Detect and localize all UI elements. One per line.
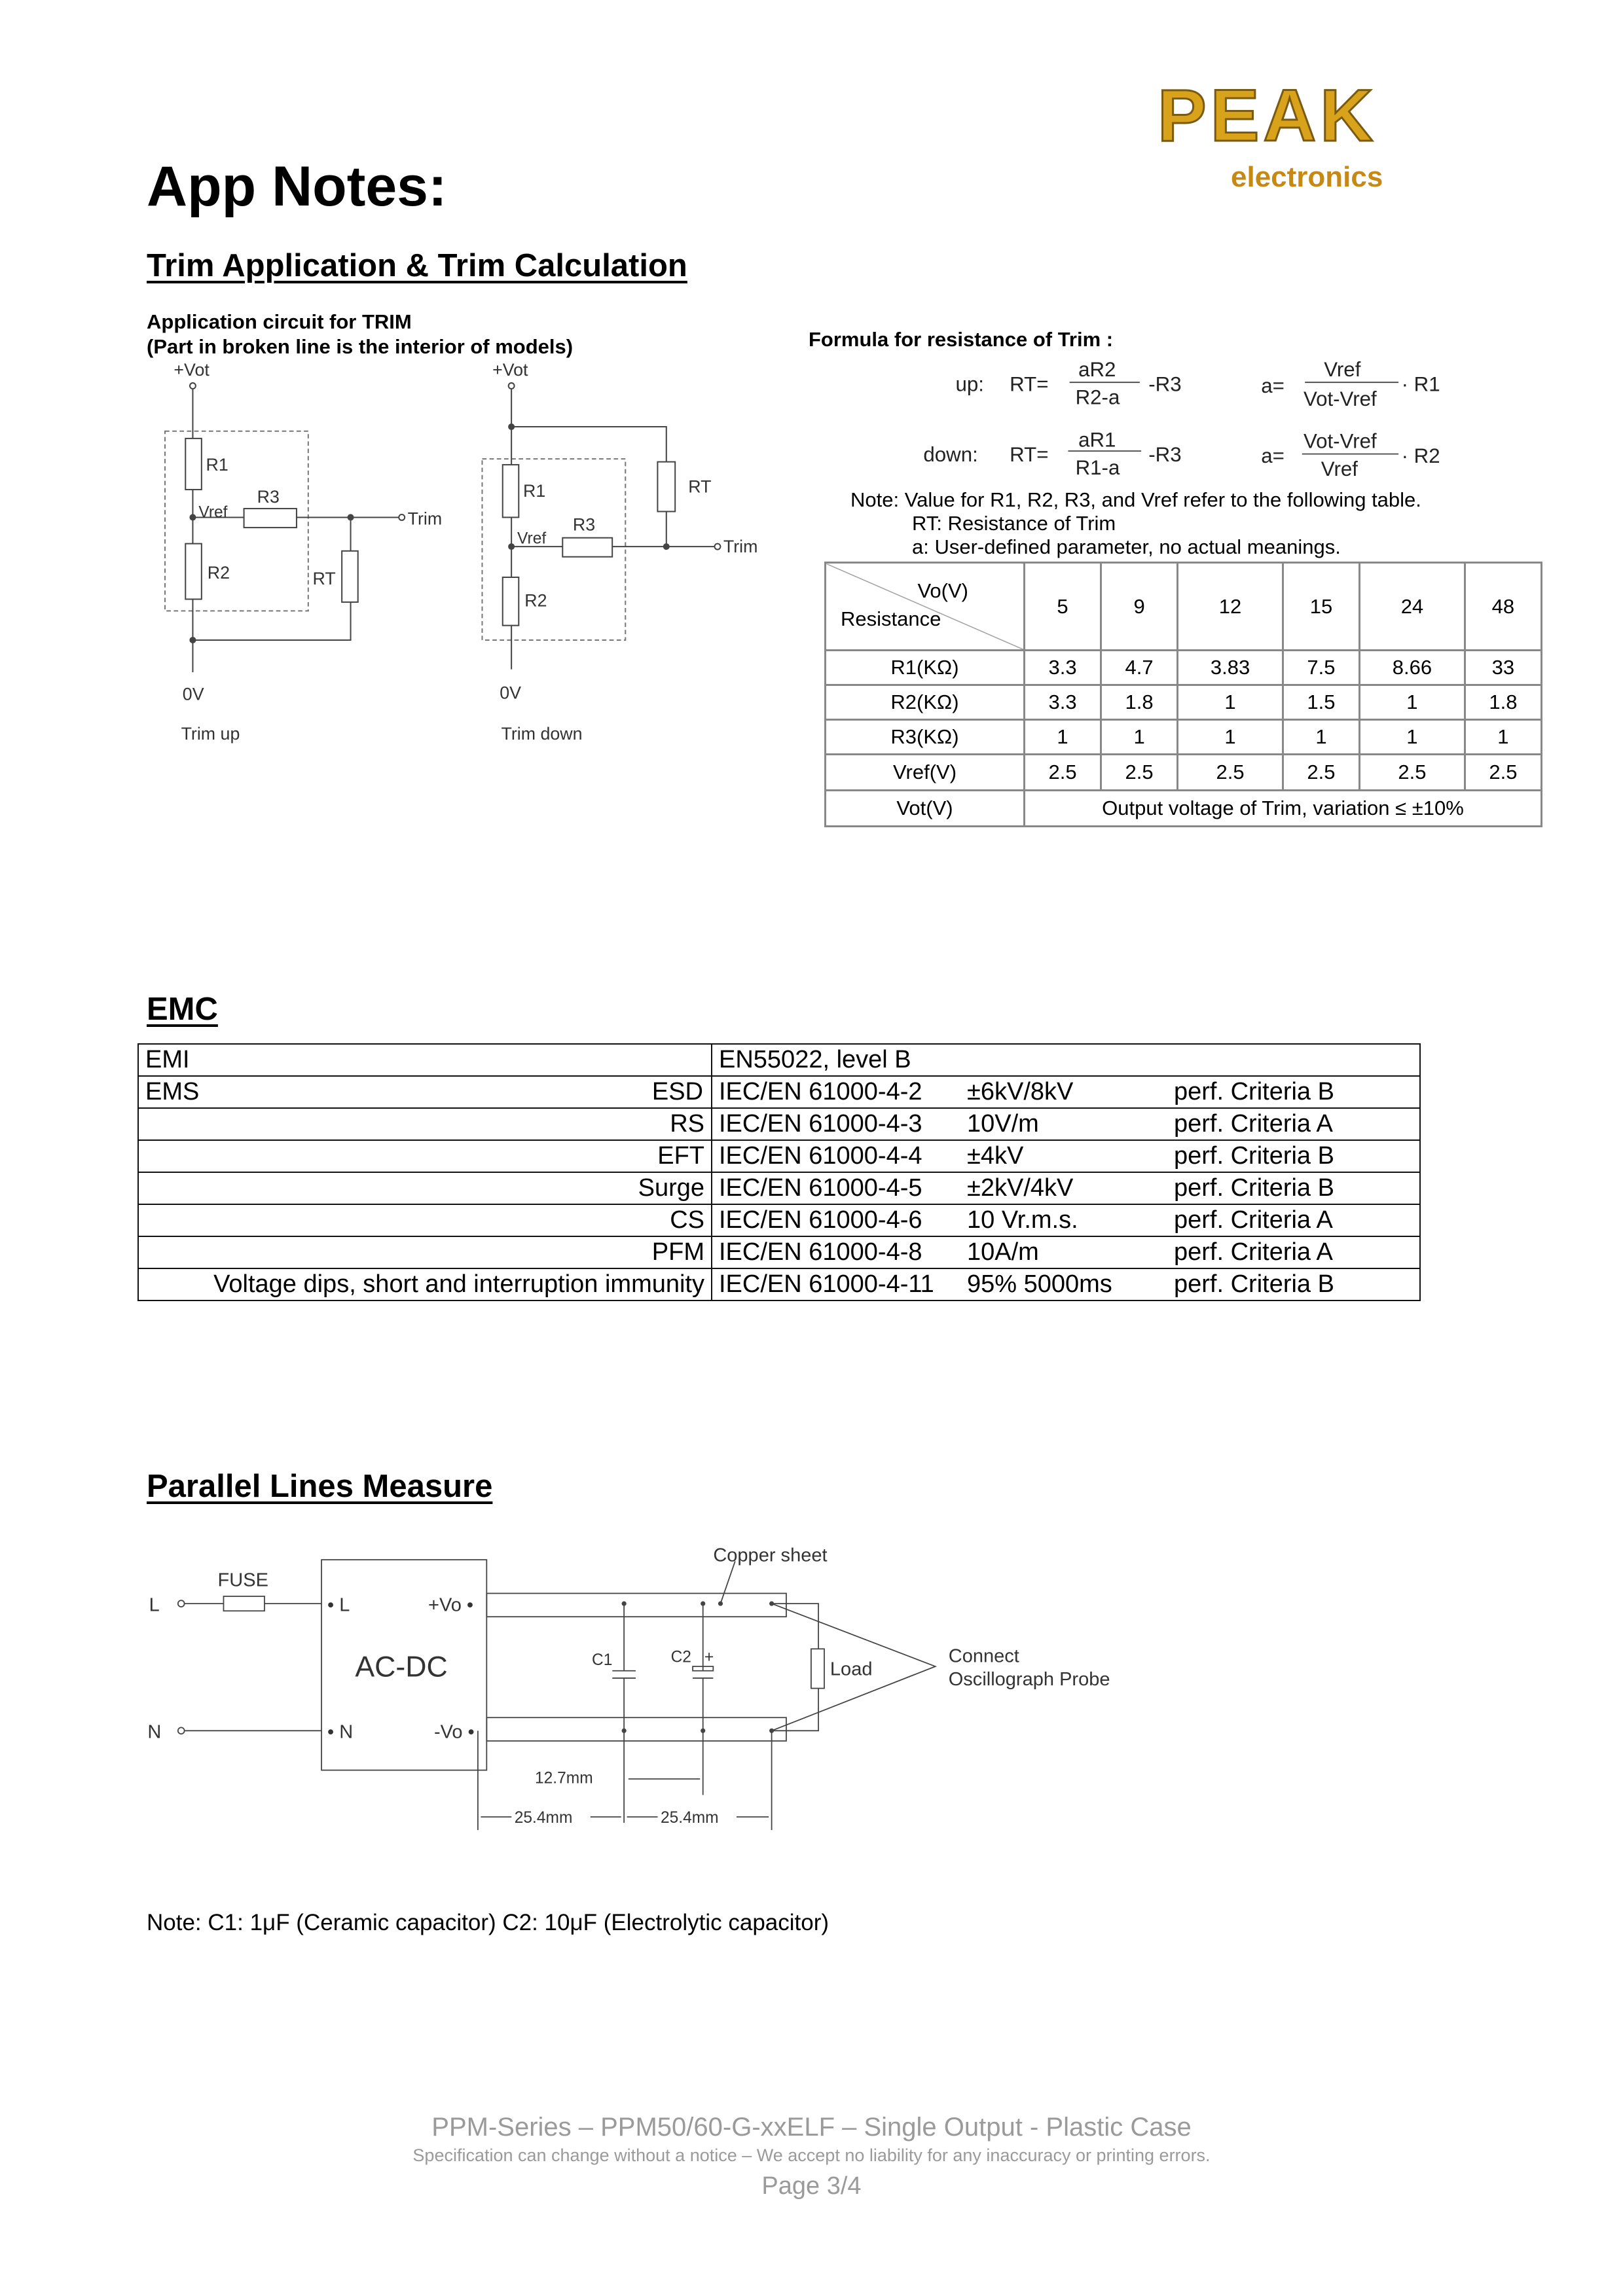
caption-trim-up: Trim up [181, 723, 240, 744]
minus-r3: -R3 [1148, 442, 1182, 466]
dim-25-4mm: 25.4mm [660, 1808, 719, 1827]
label-0v: 0V [182, 684, 204, 704]
table-row: Voltage dips, short and interruption immunity IEC/EN 61000-4-11 95% 5000ms perf. Criteria B [138, 1268, 1420, 1300]
formula-notes [850, 488, 1421, 559]
label-l: L [149, 1594, 160, 1616]
table-row: EMI EN55022, level B [138, 1044, 1420, 1076]
table-row: R1(KΩ) 3.3 4.7 3.83 7.5 8.66 33 [826, 651, 1542, 685]
table-row: EFT IEC/EN 61000-4-4 ±4kV perf. Criteria B [138, 1140, 1420, 1172]
parallel-lines-diagram [139, 1535, 1176, 1835]
trim-heading: Trim Application & Trim Calculation [147, 248, 687, 283]
down-a-denominator: Vref [1321, 457, 1358, 481]
up-a-numerator: Vref [1324, 358, 1361, 382]
corner-top: Vo(V) [917, 579, 968, 602]
table-row: CS IEC/EN 61000-4-6 10 Vr.m.s. perf. Criteria A [138, 1204, 1420, 1236]
rt-eq: RT= [1010, 372, 1049, 396]
label-r2: R2 [524, 590, 547, 611]
down-a-numerator: Vot-Vref [1303, 429, 1377, 453]
up-numerator: aR2 [1078, 358, 1116, 382]
a-eq: a= [1261, 374, 1285, 397]
emc-table [137, 1043, 1421, 1301]
label-vref: Vref [517, 529, 547, 548]
table-row: Surge IEC/EN 61000-4-5 ±2kV/4kV perf. Criteria B [138, 1172, 1420, 1204]
label-r2: R2 [207, 563, 230, 583]
label-fuse: FUSE [217, 1570, 268, 1591]
minus-r3: -R3 [1148, 372, 1182, 396]
label-ac-dc: AC-DC [355, 1651, 448, 1683]
table-row: PFM IEC/EN 61000-4-8 10A/m perf. Criteria A [138, 1236, 1420, 1268]
parallel-heading: Parallel Lines Measure [147, 1469, 493, 1504]
logo-sub: electronics [1231, 161, 1383, 193]
up-a-denominator: Vot-Vref [1303, 387, 1377, 410]
trim-circuits-diagram [146, 358, 775, 753]
column-header: 5 [1025, 563, 1101, 651]
peak-electronics-logo [1152, 75, 1414, 200]
column-header: 12 [1178, 563, 1283, 651]
column-header: 15 [1283, 563, 1359, 651]
column-header: 9 [1101, 563, 1178, 651]
label-r1: R1 [523, 481, 546, 501]
label-trim: Trim [407, 509, 443, 529]
note-line: RT: Resistance of Trim [912, 512, 1116, 535]
down-a-multiplier: · R2 [1401, 444, 1440, 467]
label-trim: Trim [723, 537, 758, 557]
table-header-row [826, 563, 1542, 651]
footer-disclaimer: Specification can change without a notice – We accept no liability for any inaccuracy or printing errors. [412, 2145, 1211, 2165]
column-header: 48 [1465, 563, 1541, 651]
column-header: 24 [1360, 563, 1465, 651]
label-r1: R1 [206, 455, 228, 475]
note-line: a: User-defined parameter, no actual meanings. [912, 535, 1341, 558]
table-row: EMS ESD IEC/EN 61000-4-2 ±6kV/8kV perf. Criteria B [138, 1076, 1420, 1108]
label-c2: C2 [670, 1648, 691, 1666]
label-vo-plus: +Vo • [428, 1594, 474, 1616]
label-vot: +Vot [173, 359, 210, 380]
label-connect: Connect [948, 1645, 1019, 1667]
down-numerator: aR1 [1078, 428, 1116, 452]
label-r3: R3 [572, 514, 596, 535]
up-label: up: [955, 372, 984, 396]
caption-trim-down: Trim down [501, 723, 583, 744]
logo-brand: PEAK [1158, 75, 1377, 156]
label-vref: Vref [198, 503, 228, 522]
corner-cell [826, 563, 1025, 651]
capacitor-note: Note: C1: 1μF (Ceramic capacitor) C2: 10μF (Electrolytic capacitor) [147, 1910, 830, 1935]
footer-title: PPM-Series – PPM50/60-G-xxELF – Single Output - Plastic Case [431, 2113, 1192, 2142]
label-0v: 0V [500, 683, 522, 703]
trim-formulas [871, 350, 1473, 488]
table-row: R2(KΩ) 3.3 1.8 1 1.5 1 1.8 [826, 685, 1542, 720]
label-input-l: • L [327, 1594, 350, 1616]
table-row: Vref(V) 2.5 2.5 2.5 2.5 2.5 2.5 [826, 755, 1542, 791]
rt-eq: RT= [1010, 442, 1049, 466]
label-c1: C1 [592, 1651, 613, 1669]
vot-value: Output voltage of Trim, variation ≤ ±10% [1025, 791, 1542, 827]
formula-title: Formula for resistance of Trim : [809, 328, 1114, 351]
circuit-title [147, 310, 573, 359]
trim-up-circuit [165, 360, 442, 744]
label-plus: + [704, 1648, 714, 1666]
a-eq: a= [1261, 444, 1285, 467]
up-a-multiplier: · R1 [1401, 372, 1440, 396]
circuit-title-text: Application circuit for TRIM [147, 310, 412, 333]
emc-heading: EMC [147, 992, 218, 1027]
page-number: Page 3/4 [761, 2172, 862, 2200]
label-vot: +Vot [492, 359, 528, 380]
dim-25-4mm: 25.4mm [514, 1808, 573, 1827]
label-vo-minus: -Vo • [433, 1721, 475, 1743]
label-load: Load [830, 1659, 873, 1680]
corner-bottom: Resistance [841, 607, 941, 630]
page-title: App Notes: [147, 155, 447, 218]
down-denominator: R1-a [1075, 456, 1120, 479]
table-row: R3(KΩ) 1 1 1 1 1 1 [826, 720, 1542, 755]
table-row: Vot(V) Output voltage of Trim, variation ≤ ±10% [826, 791, 1542, 827]
table-row: RS IEC/EN 61000-4-3 10V/m perf. Criteria A [138, 1108, 1420, 1140]
trim-resistance-table [824, 562, 1542, 827]
label-probe: Oscillograph Probe [948, 1669, 1110, 1691]
up-denominator: R2-a [1075, 386, 1120, 409]
label-rt: RT [688, 476, 712, 497]
label-n: N [147, 1721, 162, 1743]
circuit-subtitle: (Part in broken line is the interior of models) [147, 335, 574, 358]
label-copper-sheet: Copper sheet [713, 1545, 828, 1566]
label-rt: RT [312, 569, 336, 589]
label-r3: R3 [257, 487, 280, 507]
dim-12-7mm: 12.7mm [534, 1769, 593, 1787]
note-line: Note: Value for R1, R2, R3, and Vref refer to the following table. [850, 488, 1421, 511]
label-input-n: • N [327, 1721, 354, 1743]
down-label: down: [923, 442, 978, 466]
trim-down-circuit [482, 360, 757, 744]
